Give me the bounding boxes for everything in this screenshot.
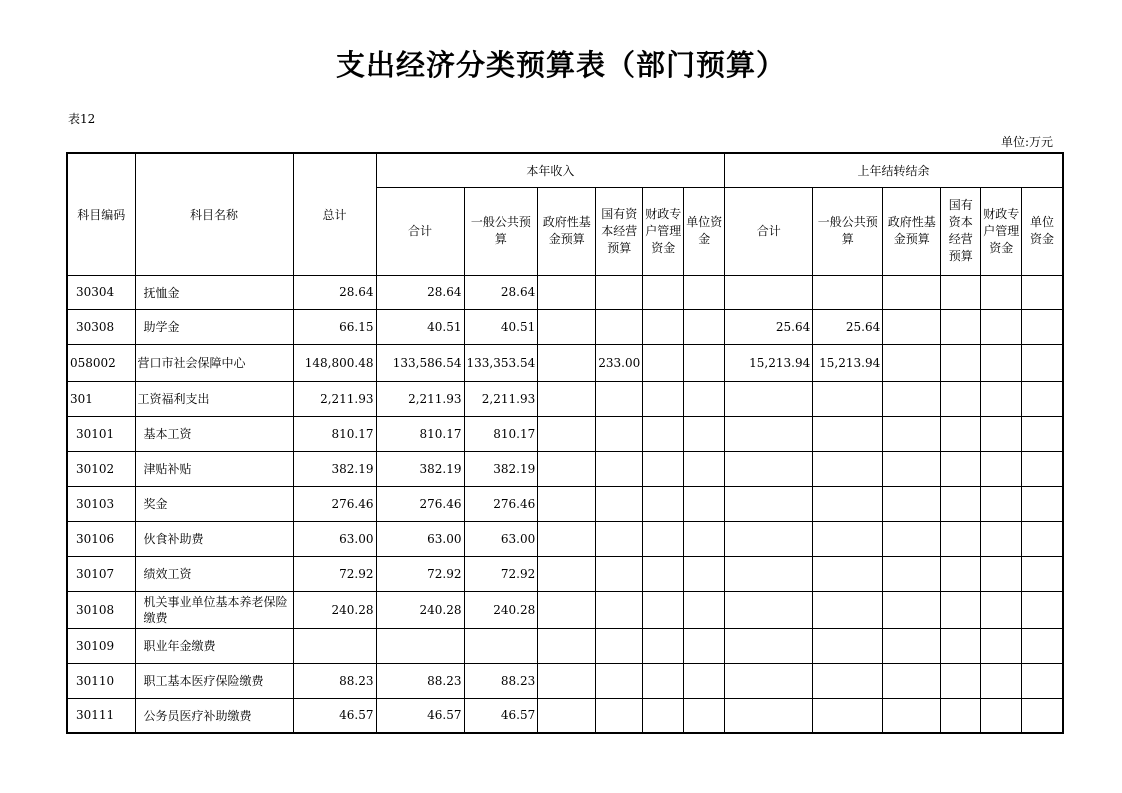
- cell-p-sum: [725, 698, 813, 733]
- cell-p-sum: [725, 663, 813, 698]
- cell-p-gen: [813, 663, 883, 698]
- cell-c-unit: [684, 663, 725, 698]
- cell-c-gen: 2,211.93: [464, 381, 538, 416]
- cell-c-state: [596, 486, 643, 521]
- cell-p-state: [941, 591, 981, 628]
- cell-p-sum: [725, 556, 813, 591]
- cell-total: [293, 628, 376, 663]
- cell-total: 66.15: [293, 309, 376, 344]
- cell-p-spec: [981, 521, 1022, 556]
- cell-c-unit: [684, 521, 725, 556]
- cell-p-sum: [725, 381, 813, 416]
- cell-c-gen: 63.00: [464, 521, 538, 556]
- cell-p-gov: [883, 381, 941, 416]
- cell-name: 绩效工资: [135, 556, 293, 591]
- cell-c-gov: [538, 344, 596, 381]
- cell-c-gen: 40.51: [464, 309, 538, 344]
- cell-c-unit: [684, 416, 725, 451]
- cell-c-gov: [538, 628, 596, 663]
- header-current-gov-fund: 政府性基金预算: [538, 187, 596, 275]
- cell-c-gov: [538, 486, 596, 521]
- cell-c-spec: [643, 556, 684, 591]
- cell-c-spec: [643, 416, 684, 451]
- cell-name: 职工基本医疗保险缴费: [135, 663, 293, 698]
- header-current-unit-fund: 单位资金: [684, 187, 725, 275]
- cell-c-sum: 382.19: [376, 451, 464, 486]
- cell-c-spec: [643, 698, 684, 733]
- cell-p-unit: [1022, 591, 1063, 628]
- cell-p-unit: [1022, 698, 1063, 733]
- cell-code: 30110: [67, 663, 135, 698]
- cell-p-gov: [883, 663, 941, 698]
- table-row: [67, 663, 1063, 698]
- cell-c-unit: [684, 628, 725, 663]
- table-row: [67, 591, 1063, 628]
- cell-p-gen: [813, 381, 883, 416]
- header-carry-gov-fund: 政府性基金预算: [883, 187, 941, 275]
- cell-c-gov: [538, 698, 596, 733]
- cell-c-sum: 63.00: [376, 521, 464, 556]
- cell-p-gen: [813, 451, 883, 486]
- header-current-state-capital: 国有资本经营预算: [596, 187, 643, 275]
- cell-p-gov: [883, 309, 941, 344]
- cell-c-sum: 810.17: [376, 416, 464, 451]
- cell-name: 助学金: [135, 309, 293, 344]
- cell-c-gov: [538, 275, 596, 309]
- header-code: 科目编码: [67, 153, 135, 275]
- cell-c-gen: [464, 628, 538, 663]
- budget-table: [66, 152, 1064, 734]
- header-name: 科目名称: [135, 153, 293, 275]
- cell-code: 30111: [67, 698, 135, 733]
- cell-c-sum: 240.28: [376, 591, 464, 628]
- cell-name: 职业年金缴费: [135, 628, 293, 663]
- cell-name: 营口市社会保障中心: [135, 344, 293, 381]
- cell-c-gov: [538, 663, 596, 698]
- cell-name: 抚恤金: [135, 275, 293, 309]
- table-row: [67, 275, 1063, 309]
- cell-c-unit: [684, 591, 725, 628]
- cell-p-state: [941, 309, 981, 344]
- cell-p-gen: [813, 556, 883, 591]
- cell-c-state: 233.00: [596, 344, 643, 381]
- header-current-sum: 合计: [376, 187, 464, 275]
- cell-p-gen: [813, 591, 883, 628]
- cell-name: 工资福利支出: [135, 381, 293, 416]
- cell-p-gov: [883, 628, 941, 663]
- cell-p-state: [941, 416, 981, 451]
- cell-c-gov: [538, 451, 596, 486]
- cell-c-gen: 88.23: [464, 663, 538, 698]
- cell-c-sum: 28.64: [376, 275, 464, 309]
- cell-code: 30107: [67, 556, 135, 591]
- cell-p-state: [941, 381, 981, 416]
- cell-c-spec: [643, 486, 684, 521]
- cell-total: 2,211.93: [293, 381, 376, 416]
- page-title: 支出经济分类预算表（部门预算）: [335, 48, 786, 82]
- cell-p-state: [941, 628, 981, 663]
- unit-label: 单位:万元: [1000, 135, 1053, 149]
- cell-c-unit: [684, 556, 725, 591]
- cell-p-unit: [1022, 309, 1063, 344]
- cell-total: 148,800.48: [293, 344, 376, 381]
- cell-p-unit: [1022, 628, 1063, 663]
- cell-c-gen: 133,353.54: [464, 344, 538, 381]
- cell-p-sum: [725, 486, 813, 521]
- cell-code: 301: [67, 381, 135, 416]
- cell-c-gov: [538, 556, 596, 591]
- cell-p-spec: [981, 556, 1022, 591]
- table-row: [67, 486, 1063, 521]
- cell-c-spec: [643, 381, 684, 416]
- cell-c-state: [596, 663, 643, 698]
- cell-c-unit: [684, 698, 725, 733]
- cell-p-sum: [725, 628, 813, 663]
- cell-p-state: [941, 663, 981, 698]
- cell-total: 382.19: [293, 451, 376, 486]
- cell-p-sum: [725, 591, 813, 628]
- cell-name: 津贴补贴: [135, 451, 293, 486]
- cell-c-gen: 240.28: [464, 591, 538, 628]
- cell-p-state: [941, 521, 981, 556]
- cell-c-spec: [643, 309, 684, 344]
- cell-c-gen: 810.17: [464, 416, 538, 451]
- cell-p-gov: [883, 698, 941, 733]
- cell-c-spec: [643, 628, 684, 663]
- cell-p-unit: [1022, 275, 1063, 309]
- cell-c-state: [596, 275, 643, 309]
- cell-total: 810.17: [293, 416, 376, 451]
- header-carryover: 上年结转结余: [725, 153, 1063, 187]
- cell-p-state: [941, 451, 981, 486]
- cell-p-gen: [813, 275, 883, 309]
- cell-c-sum: 88.23: [376, 663, 464, 698]
- cell-c-state: [596, 521, 643, 556]
- cell-p-sum: 25.64: [725, 309, 813, 344]
- cell-name: 伙食补助费: [135, 521, 293, 556]
- cell-c-sum: 72.92: [376, 556, 464, 591]
- cell-c-unit: [684, 344, 725, 381]
- cell-p-sum: 15,213.94: [725, 344, 813, 381]
- cell-c-gov: [538, 521, 596, 556]
- cell-name: 基本工资: [135, 416, 293, 451]
- cell-p-unit: [1022, 416, 1063, 451]
- cell-c-unit: [684, 381, 725, 416]
- cell-code: 30108: [67, 591, 135, 628]
- cell-c-spec: [643, 275, 684, 309]
- cell-c-unit: [684, 451, 725, 486]
- header-current-year: 本年收入: [376, 153, 725, 187]
- cell-p-unit: [1022, 556, 1063, 591]
- cell-p-spec: [981, 381, 1022, 416]
- cell-c-state: [596, 556, 643, 591]
- cell-total: 46.57: [293, 698, 376, 733]
- cell-code: 30101: [67, 416, 135, 451]
- cell-p-gen: [813, 628, 883, 663]
- cell-p-spec: [981, 344, 1022, 381]
- cell-p-state: [941, 344, 981, 381]
- cell-p-unit: [1022, 521, 1063, 556]
- cell-c-gen: 276.46: [464, 486, 538, 521]
- cell-p-state: [941, 698, 981, 733]
- cell-name: 公务员医疗补助缴费: [135, 698, 293, 733]
- cell-code: 30304: [67, 275, 135, 309]
- cell-name: 奖金: [135, 486, 293, 521]
- cell-c-sum: 2,211.93: [376, 381, 464, 416]
- cell-total: 88.23: [293, 663, 376, 698]
- header-current-general: 一般公共预算: [464, 187, 538, 275]
- table-row: [67, 416, 1063, 451]
- table-row: [67, 381, 1063, 416]
- cell-p-unit: [1022, 663, 1063, 698]
- cell-code: 058002: [67, 344, 135, 381]
- cell-p-gov: [883, 521, 941, 556]
- table-row: [67, 521, 1063, 556]
- cell-p-sum: [725, 275, 813, 309]
- cell-c-unit: [684, 309, 725, 344]
- cell-p-spec: [981, 628, 1022, 663]
- cell-c-spec: [643, 344, 684, 381]
- table-row: [67, 451, 1063, 486]
- cell-c-sum: [376, 628, 464, 663]
- cell-p-gen: [813, 521, 883, 556]
- cell-c-unit: [684, 486, 725, 521]
- cell-code: 30103: [67, 486, 135, 521]
- cell-p-sum: [725, 416, 813, 451]
- table-number: 表12: [68, 112, 96, 126]
- cell-c-state: [596, 698, 643, 733]
- cell-c-gov: [538, 591, 596, 628]
- cell-p-unit: [1022, 486, 1063, 521]
- cell-c-unit: [684, 275, 725, 309]
- table-row: [67, 698, 1063, 733]
- cell-p-spec: [981, 591, 1022, 628]
- cell-c-gen: 72.92: [464, 556, 538, 591]
- cell-c-state: [596, 628, 643, 663]
- cell-code: 30106: [67, 521, 135, 556]
- cell-p-state: [941, 556, 981, 591]
- cell-total: 240.28: [293, 591, 376, 628]
- cell-c-spec: [643, 521, 684, 556]
- header-carry-special: 财政专户管理资金: [981, 187, 1022, 275]
- cell-total: 63.00: [293, 521, 376, 556]
- cell-c-spec: [643, 451, 684, 486]
- cell-p-gen: [813, 486, 883, 521]
- table-body: [67, 275, 1063, 733]
- cell-p-spec: [981, 309, 1022, 344]
- cell-p-spec: [981, 451, 1022, 486]
- cell-c-gen: 46.57: [464, 698, 538, 733]
- cell-p-spec: [981, 663, 1022, 698]
- cell-p-sum: [725, 451, 813, 486]
- cell-c-spec: [643, 591, 684, 628]
- header-current-special: 财政专户管理资金: [643, 187, 684, 275]
- cell-c-gov: [538, 309, 596, 344]
- cell-p-gov: [883, 451, 941, 486]
- cell-p-gov: [883, 275, 941, 309]
- table-row: [67, 628, 1063, 663]
- cell-p-gov: [883, 344, 941, 381]
- cell-c-sum: 276.46: [376, 486, 464, 521]
- cell-c-spec: [643, 663, 684, 698]
- cell-p-spec: [981, 275, 1022, 309]
- table-row: [67, 556, 1063, 591]
- header-carry-state-capital: 国有资本经营预算: [941, 187, 981, 275]
- cell-p-gov: [883, 416, 941, 451]
- cell-p-gen: [813, 416, 883, 451]
- table-row: [67, 344, 1063, 381]
- cell-total: 28.64: [293, 275, 376, 309]
- cell-p-spec: [981, 416, 1022, 451]
- cell-c-state: [596, 309, 643, 344]
- cell-code: 30109: [67, 628, 135, 663]
- cell-code: 30102: [67, 451, 135, 486]
- cell-c-sum: 40.51: [376, 309, 464, 344]
- cell-c-gen: 28.64: [464, 275, 538, 309]
- cell-name: 机关事业单位基本养老保险缴费: [135, 591, 293, 628]
- cell-p-spec: [981, 486, 1022, 521]
- cell-p-gen: 25.64: [813, 309, 883, 344]
- header-carry-unit-fund: 单位资金: [1022, 187, 1063, 275]
- cell-c-sum: 133,586.54: [376, 344, 464, 381]
- cell-p-state: [941, 486, 981, 521]
- cell-p-sum: [725, 521, 813, 556]
- cell-p-gov: [883, 486, 941, 521]
- cell-code: 30308: [67, 309, 135, 344]
- cell-p-gov: [883, 556, 941, 591]
- cell-c-gov: [538, 416, 596, 451]
- cell-c-state: [596, 416, 643, 451]
- cell-c-gov: [538, 381, 596, 416]
- cell-total: 72.92: [293, 556, 376, 591]
- cell-p-unit: [1022, 344, 1063, 381]
- cell-c-state: [596, 381, 643, 416]
- header-total: 总计: [293, 153, 376, 275]
- cell-c-sum: 46.57: [376, 698, 464, 733]
- cell-p-unit: [1022, 451, 1063, 486]
- cell-p-unit: [1022, 381, 1063, 416]
- cell-p-gen: [813, 698, 883, 733]
- cell-p-gov: [883, 591, 941, 628]
- cell-p-state: [941, 275, 981, 309]
- cell-c-state: [596, 451, 643, 486]
- table-row: [67, 309, 1063, 344]
- cell-p-spec: [981, 698, 1022, 733]
- cell-p-gen: 15,213.94: [813, 344, 883, 381]
- header-carry-sum: 合计: [725, 187, 813, 275]
- header-carry-general: 一般公共预算: [813, 187, 883, 275]
- cell-c-state: [596, 591, 643, 628]
- cell-c-gen: 382.19: [464, 451, 538, 486]
- cell-total: 276.46: [293, 486, 376, 521]
